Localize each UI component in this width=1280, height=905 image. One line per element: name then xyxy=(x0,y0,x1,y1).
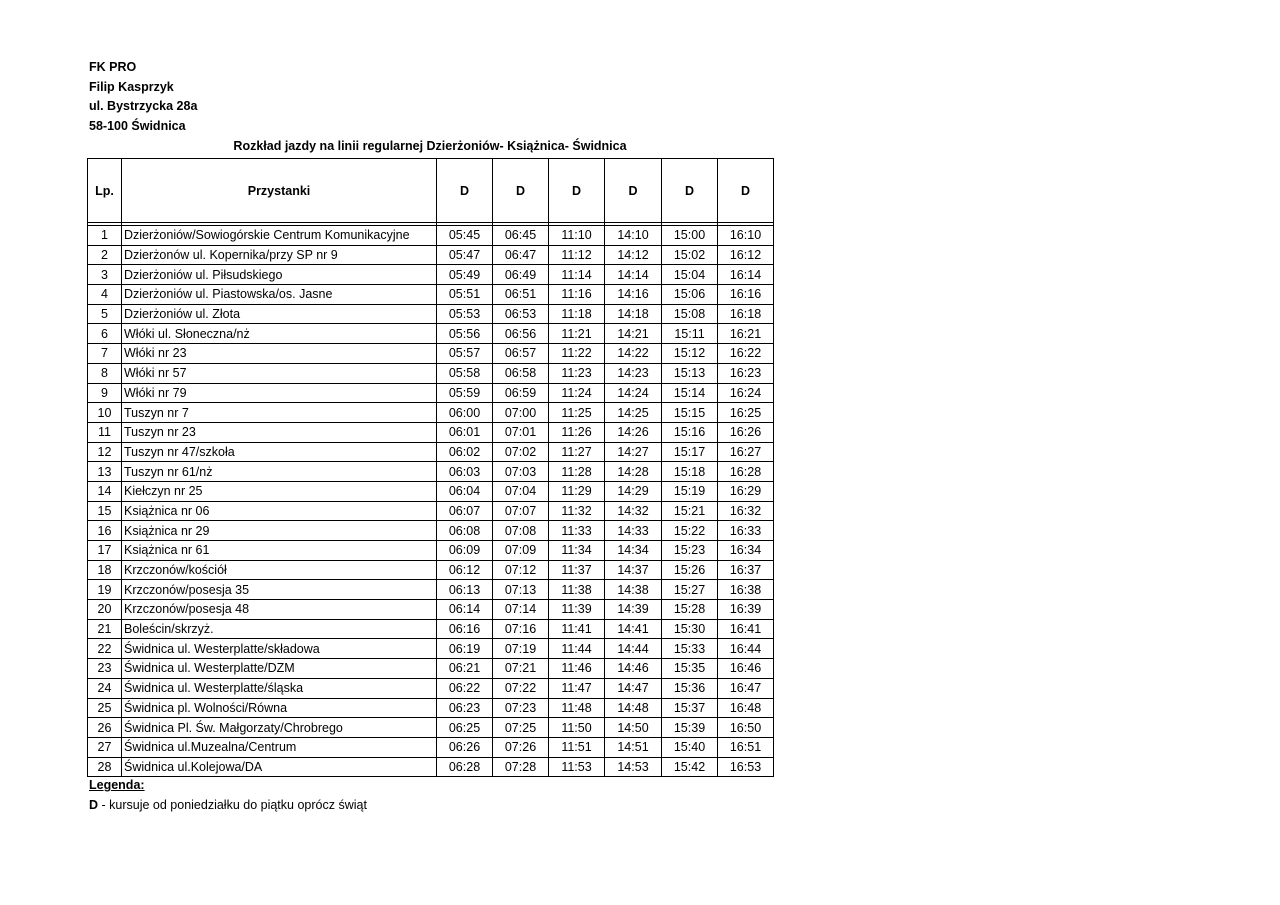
departure-time: 06:09 xyxy=(437,541,493,561)
legend xyxy=(89,775,367,815)
departure-time: 06:12 xyxy=(437,560,493,580)
stop-name: Świdnica ul. Westerplatte/śląska xyxy=(122,678,437,698)
table-row xyxy=(88,521,774,541)
row-number: 16 xyxy=(88,521,122,541)
row-number: 6 xyxy=(88,324,122,344)
departure-time: 07:12 xyxy=(493,560,549,580)
departure-time: 15:42 xyxy=(662,757,718,777)
departure-time: 06:16 xyxy=(437,619,493,639)
departure-time: 05:53 xyxy=(437,304,493,324)
table-row xyxy=(88,226,774,246)
stop-name: Dzierżonów ul. Kopernika/przy SP nr 9 xyxy=(122,245,437,265)
table-row xyxy=(88,737,774,757)
departure-time: 05:49 xyxy=(437,265,493,285)
stop-name: Dzierżoniów/Sowiogórskie Centrum Komunikacyjne xyxy=(122,226,437,246)
stop-name: Dzierżoniów ul. Złota xyxy=(122,304,437,324)
stop-name: Tuszyn nr 7 xyxy=(122,403,437,423)
stop-name: Krzczonów/posesja 48 xyxy=(122,600,437,620)
row-number: 27 xyxy=(88,737,122,757)
row-number: 8 xyxy=(88,363,122,383)
departure-time: 15:04 xyxy=(662,265,718,285)
departure-time: 05:51 xyxy=(437,285,493,305)
legend-description: - kursuje od poniedziałku do piątku oprócz świąt xyxy=(98,798,367,812)
table-row xyxy=(88,383,774,403)
table-row xyxy=(88,718,774,738)
departure-time: 11:29 xyxy=(549,481,605,501)
table-row xyxy=(88,442,774,462)
departure-time: 15:37 xyxy=(662,698,718,718)
departure-time: 15:17 xyxy=(662,442,718,462)
departure-time: 06:57 xyxy=(493,344,549,364)
stop-name: Włóki ul. Słoneczna/nż xyxy=(122,324,437,344)
stop-name: Krzczonów/kościół xyxy=(122,560,437,580)
departure-time: 11:32 xyxy=(549,501,605,521)
departure-time: 15:40 xyxy=(662,737,718,757)
departure-time: 16:14 xyxy=(718,265,774,285)
departure-time: 14:12 xyxy=(605,245,662,265)
departure-time: 07:26 xyxy=(493,737,549,757)
departure-time: 07:14 xyxy=(493,600,549,620)
row-number: 14 xyxy=(88,481,122,501)
departure-time: 07:16 xyxy=(493,619,549,639)
table-row xyxy=(88,245,774,265)
table-row xyxy=(88,403,774,423)
departure-time: 11:39 xyxy=(549,600,605,620)
departure-time: 11:25 xyxy=(549,403,605,423)
departure-time: 05:58 xyxy=(437,363,493,383)
departure-time: 06:08 xyxy=(437,521,493,541)
departure-time: 11:12 xyxy=(549,245,605,265)
stop-name: Dzierżoniów ul. Piłsudskiego xyxy=(122,265,437,285)
col-header-lp: Lp. xyxy=(88,159,122,223)
departure-time: 11:10 xyxy=(549,226,605,246)
departure-time: 06:26 xyxy=(437,737,493,757)
departure-time: 06:21 xyxy=(437,659,493,679)
table-row xyxy=(88,678,774,698)
departure-time: 11:44 xyxy=(549,639,605,659)
departure-time: 11:27 xyxy=(549,442,605,462)
departure-time: 07:00 xyxy=(493,403,549,423)
table-row xyxy=(88,541,774,561)
legend-title: Legenda: xyxy=(89,778,145,792)
row-number: 12 xyxy=(88,442,122,462)
table-row xyxy=(88,481,774,501)
departure-time: 06:58 xyxy=(493,363,549,383)
row-number: 25 xyxy=(88,698,122,718)
departure-time: 11:16 xyxy=(549,285,605,305)
departure-time: 06:51 xyxy=(493,285,549,305)
departure-time: 14:16 xyxy=(605,285,662,305)
company-header xyxy=(89,58,197,137)
departure-time: 15:39 xyxy=(662,718,718,738)
departure-time: 14:28 xyxy=(605,462,662,482)
departure-time: 15:14 xyxy=(662,383,718,403)
departure-time: 06:19 xyxy=(437,639,493,659)
departure-time: 15:16 xyxy=(662,422,718,442)
departure-time: 14:21 xyxy=(605,324,662,344)
departure-time: 14:14 xyxy=(605,265,662,285)
departure-time: 07:08 xyxy=(493,521,549,541)
departure-time: 16:32 xyxy=(718,501,774,521)
departure-time: 15:11 xyxy=(662,324,718,344)
row-number: 9 xyxy=(88,383,122,403)
col-header-course: D xyxy=(493,159,549,223)
departure-time: 06:25 xyxy=(437,718,493,738)
table-row xyxy=(88,757,774,777)
departure-time: 14:46 xyxy=(605,659,662,679)
departure-time: 06:22 xyxy=(437,678,493,698)
stop-name: Świdnica ul. Westerplatte/DZM xyxy=(122,659,437,679)
table-row xyxy=(88,619,774,639)
legend-symbol: D xyxy=(89,798,99,812)
legend-entry xyxy=(89,795,367,815)
row-number: 4 xyxy=(88,285,122,305)
departure-time: 16:38 xyxy=(718,580,774,600)
departure-time: 14:24 xyxy=(605,383,662,403)
departure-time: 06:45 xyxy=(493,226,549,246)
col-header-course: D xyxy=(549,159,605,223)
departure-time: 15:28 xyxy=(662,600,718,620)
departure-time: 14:18 xyxy=(605,304,662,324)
departure-time: 11:41 xyxy=(549,619,605,639)
departure-time: 16:29 xyxy=(718,481,774,501)
departure-time: 14:38 xyxy=(605,580,662,600)
table-row xyxy=(88,324,774,344)
departure-time: 06:01 xyxy=(437,422,493,442)
row-number: 15 xyxy=(88,501,122,521)
stop-name: Krzczonów/posesja 35 xyxy=(122,580,437,600)
stop-name: Świdnica ul.Kolejowa/DA xyxy=(122,757,437,777)
table-row xyxy=(88,363,774,383)
row-number: 19 xyxy=(88,580,122,600)
company-city: 58-100 Świdnica xyxy=(89,119,186,134)
departure-time: 11:33 xyxy=(549,521,605,541)
departure-time: 07:21 xyxy=(493,659,549,679)
departure-time: 11:48 xyxy=(549,698,605,718)
table-row xyxy=(88,580,774,600)
departure-time: 16:39 xyxy=(718,600,774,620)
departure-time: 07:04 xyxy=(493,481,549,501)
table-row xyxy=(88,560,774,580)
departure-time: 14:10 xyxy=(605,226,662,246)
departure-time: 16:44 xyxy=(718,639,774,659)
table-row xyxy=(88,344,774,364)
departure-time: 06:53 xyxy=(493,304,549,324)
row-number: 28 xyxy=(88,757,122,777)
table-row xyxy=(88,422,774,442)
row-number: 21 xyxy=(88,619,122,639)
departure-time: 07:19 xyxy=(493,639,549,659)
departure-time: 14:44 xyxy=(605,639,662,659)
col-header-stops: Przystanki xyxy=(122,159,437,223)
company-name: FK PRO xyxy=(89,60,137,74)
col-header-course: D xyxy=(437,159,493,223)
timetable-title: Rozkład jazdy na linii regularnej Dzierżoniów- Książnica- Świdnica xyxy=(233,139,627,153)
departure-time: 06:00 xyxy=(437,403,493,423)
table-row xyxy=(88,659,774,679)
departure-time: 16:34 xyxy=(718,541,774,561)
table-row xyxy=(88,600,774,620)
departure-time: 15:15 xyxy=(662,403,718,423)
header-row xyxy=(88,159,774,223)
col-header-course: D xyxy=(605,159,662,223)
departure-time: 11:38 xyxy=(549,580,605,600)
departure-time: 15:30 xyxy=(662,619,718,639)
row-number: 18 xyxy=(88,560,122,580)
departure-time: 06:14 xyxy=(437,600,493,620)
departure-time: 15:35 xyxy=(662,659,718,679)
departure-time: 15:06 xyxy=(662,285,718,305)
stop-name: Świdnica ul.Muzealna/Centrum xyxy=(122,737,437,757)
departure-time: 14:51 xyxy=(605,737,662,757)
departure-time: 05:47 xyxy=(437,245,493,265)
table-row xyxy=(88,698,774,718)
departure-time: 15:18 xyxy=(662,462,718,482)
departure-time: 14:47 xyxy=(605,678,662,698)
departure-time: 15:21 xyxy=(662,501,718,521)
company-street: ul. Bystrzycka 28a xyxy=(89,99,198,114)
departure-time: 11:37 xyxy=(549,560,605,580)
departure-time: 07:28 xyxy=(493,757,549,777)
departure-time: 16:23 xyxy=(718,363,774,383)
stop-name: Włóki nr 79 xyxy=(122,383,437,403)
departure-time: 16:46 xyxy=(718,659,774,679)
departure-time: 07:07 xyxy=(493,501,549,521)
departure-time: 14:32 xyxy=(605,501,662,521)
departure-time: 11:53 xyxy=(549,757,605,777)
departure-time: 06:47 xyxy=(493,245,549,265)
table-row xyxy=(88,462,774,482)
stop-name: Świdnica Pl. Św. Małgorzaty/Chrobrego xyxy=(122,718,437,738)
departure-time: 16:18 xyxy=(718,304,774,324)
departure-time: 14:22 xyxy=(605,344,662,364)
departure-time: 16:50 xyxy=(718,718,774,738)
departure-time: 15:23 xyxy=(662,541,718,561)
departure-time: 14:25 xyxy=(605,403,662,423)
departure-time: 15:27 xyxy=(662,580,718,600)
departure-time: 15:36 xyxy=(662,678,718,698)
departure-time: 16:51 xyxy=(718,737,774,757)
row-number: 3 xyxy=(88,265,122,285)
departure-time: 14:48 xyxy=(605,698,662,718)
row-number: 17 xyxy=(88,541,122,561)
departure-time: 05:45 xyxy=(437,226,493,246)
departure-time: 15:26 xyxy=(662,560,718,580)
departure-time: 06:07 xyxy=(437,501,493,521)
departure-time: 14:33 xyxy=(605,521,662,541)
departure-time: 14:27 xyxy=(605,442,662,462)
departure-time: 16:24 xyxy=(718,383,774,403)
departure-time: 16:28 xyxy=(718,462,774,482)
departure-time: 07:22 xyxy=(493,678,549,698)
table-row xyxy=(88,285,774,305)
departure-time: 15:13 xyxy=(662,363,718,383)
departure-time: 06:28 xyxy=(437,757,493,777)
departure-time: 07:09 xyxy=(493,541,549,561)
departure-time: 11:22 xyxy=(549,344,605,364)
row-number: 5 xyxy=(88,304,122,324)
departure-time: 11:50 xyxy=(549,718,605,738)
row-number: 2 xyxy=(88,245,122,265)
departure-time: 11:14 xyxy=(549,265,605,285)
row-number: 10 xyxy=(88,403,122,423)
departure-time: 14:53 xyxy=(605,757,662,777)
departure-time: 16:10 xyxy=(718,226,774,246)
departure-time: 16:16 xyxy=(718,285,774,305)
stop-name: Świdnica pl. Wolności/Równa xyxy=(122,698,437,718)
departure-time: 14:34 xyxy=(605,541,662,561)
departure-time: 16:26 xyxy=(718,422,774,442)
departure-time: 06:56 xyxy=(493,324,549,344)
departure-time: 15:19 xyxy=(662,481,718,501)
departure-time: 11:26 xyxy=(549,422,605,442)
departure-time: 11:18 xyxy=(549,304,605,324)
departure-time: 11:34 xyxy=(549,541,605,561)
departure-time: 14:41 xyxy=(605,619,662,639)
table-row xyxy=(88,265,774,285)
stop-name: Włóki nr 23 xyxy=(122,344,437,364)
departure-time: 15:00 xyxy=(662,226,718,246)
departure-time: 11:47 xyxy=(549,678,605,698)
departure-time: 07:03 xyxy=(493,462,549,482)
departure-time: 15:22 xyxy=(662,521,718,541)
departure-time: 14:26 xyxy=(605,422,662,442)
departure-time: 16:12 xyxy=(718,245,774,265)
departure-time: 07:02 xyxy=(493,442,549,462)
row-number: 24 xyxy=(88,678,122,698)
departure-time: 16:48 xyxy=(718,698,774,718)
company-owner: Filip Kasprzyk xyxy=(89,79,174,94)
timetable xyxy=(87,158,774,777)
departure-time: 16:37 xyxy=(718,560,774,580)
departure-time: 06:23 xyxy=(437,698,493,718)
departure-time: 06:04 xyxy=(437,481,493,501)
departure-time: 06:49 xyxy=(493,265,549,285)
departure-time: 14:39 xyxy=(605,600,662,620)
departure-time: 16:47 xyxy=(718,678,774,698)
stop-name: Tuszyn nr 61/nż xyxy=(122,462,437,482)
departure-time: 05:57 xyxy=(437,344,493,364)
departure-time: 11:28 xyxy=(549,462,605,482)
stop-name: Tuszyn nr 23 xyxy=(122,422,437,442)
stop-name: Kiełczyn nr 25 xyxy=(122,481,437,501)
departure-time: 16:25 xyxy=(718,403,774,423)
table-row xyxy=(88,639,774,659)
departure-time: 16:21 xyxy=(718,324,774,344)
departure-time: 07:01 xyxy=(493,422,549,442)
departure-time: 14:29 xyxy=(605,481,662,501)
departure-time: 15:08 xyxy=(662,304,718,324)
departure-time: 06:13 xyxy=(437,580,493,600)
stop-name: Książnica nr 29 xyxy=(122,521,437,541)
stop-name: Włóki nr 57 xyxy=(122,363,437,383)
col-header-course: D xyxy=(718,159,774,223)
row-number: 26 xyxy=(88,718,122,738)
row-number: 7 xyxy=(88,344,122,364)
departure-time: 06:03 xyxy=(437,462,493,482)
row-number: 11 xyxy=(88,422,122,442)
departure-time: 14:37 xyxy=(605,560,662,580)
departure-time: 07:23 xyxy=(493,698,549,718)
departure-time: 06:59 xyxy=(493,383,549,403)
row-number: 13 xyxy=(88,462,122,482)
departure-time: 07:13 xyxy=(493,580,549,600)
departure-time: 05:56 xyxy=(437,324,493,344)
departure-time: 11:23 xyxy=(549,363,605,383)
stop-name: Książnica nr 06 xyxy=(122,501,437,521)
row-number: 23 xyxy=(88,659,122,679)
stop-name: Książnica nr 61 xyxy=(122,541,437,561)
departure-time: 16:53 xyxy=(718,757,774,777)
departure-time: 11:21 xyxy=(549,324,605,344)
departure-time: 05:59 xyxy=(437,383,493,403)
stop-name: Boleścin/skrzyż. xyxy=(122,619,437,639)
departure-time: 15:33 xyxy=(662,639,718,659)
departure-time: 11:24 xyxy=(549,383,605,403)
departure-time: 16:41 xyxy=(718,619,774,639)
table-row xyxy=(88,304,774,324)
row-number: 22 xyxy=(88,639,122,659)
departure-time: 15:02 xyxy=(662,245,718,265)
row-number: 20 xyxy=(88,600,122,620)
departure-time: 11:51 xyxy=(549,737,605,757)
departure-time: 14:23 xyxy=(605,363,662,383)
departure-time: 11:46 xyxy=(549,659,605,679)
table-row xyxy=(88,501,774,521)
row-number: 1 xyxy=(88,226,122,246)
stop-name: Świdnica ul. Westerplatte/składowa xyxy=(122,639,437,659)
col-header-course: D xyxy=(662,159,718,223)
departure-time: 16:27 xyxy=(718,442,774,462)
departure-time: 14:50 xyxy=(605,718,662,738)
departure-time: 15:12 xyxy=(662,344,718,364)
departure-time: 06:02 xyxy=(437,442,493,462)
departure-time: 16:22 xyxy=(718,344,774,364)
departure-time: 16:33 xyxy=(718,521,774,541)
stop-name: Dzierżoniów ul. Piastowska/os. Jasne xyxy=(122,285,437,305)
stop-name: Tuszyn nr 47/szkoła xyxy=(122,442,437,462)
departure-time: 07:25 xyxy=(493,718,549,738)
